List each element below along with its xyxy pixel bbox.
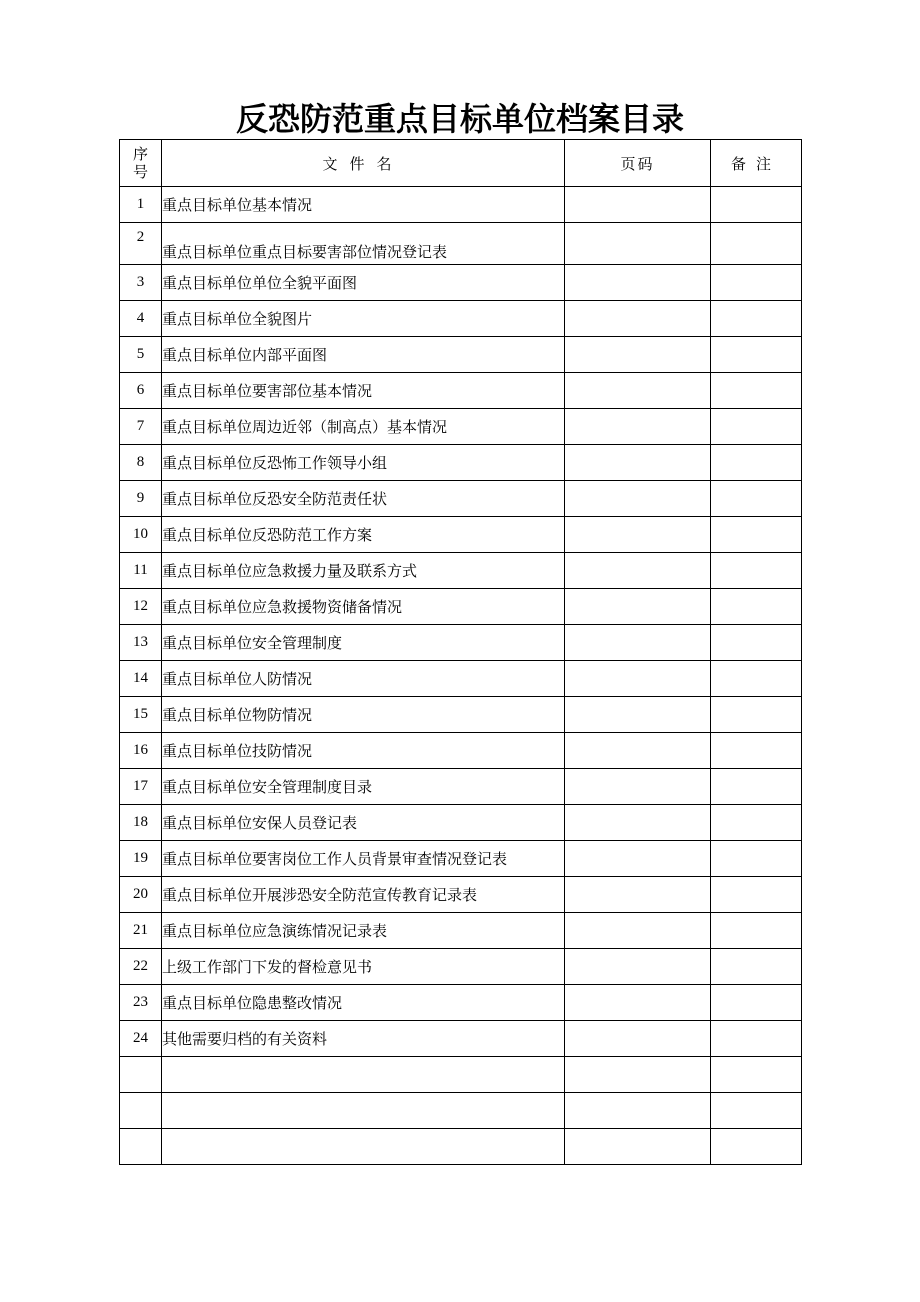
remarks-cell	[711, 553, 802, 589]
page-number-cell	[565, 409, 711, 445]
serial-number-cell: 4	[120, 301, 162, 337]
remarks-cell	[711, 733, 802, 769]
serial-number-cell: 5	[120, 337, 162, 373]
page-number-cell	[565, 1129, 711, 1165]
page-number-cell	[565, 661, 711, 697]
page-number-cell	[565, 949, 711, 985]
file-name-cell: 重点目标单位重点目标要害部位情况登记表	[162, 223, 565, 265]
table-row	[120, 301, 802, 337]
serial-number-cell: 2	[120, 223, 162, 265]
table-row	[120, 445, 802, 481]
header-serial-line2: 号	[132, 163, 148, 181]
table-row	[120, 805, 802, 841]
header-serial-number	[120, 140, 162, 187]
serial-number-cell: 21	[120, 913, 162, 949]
table-row	[120, 1021, 802, 1057]
page-number-cell	[565, 805, 711, 841]
table-row	[120, 949, 802, 985]
page-number-cell	[565, 913, 711, 949]
serial-number-cell: 15	[120, 697, 162, 733]
table-row	[120, 913, 802, 949]
catalog-table	[119, 139, 802, 1165]
table-row	[120, 1129, 802, 1165]
table-row	[120, 481, 802, 517]
page-number-cell	[565, 697, 711, 733]
page-number-cell	[565, 625, 711, 661]
file-name-cell: 重点目标单位内部平面图	[162, 337, 565, 373]
table-row	[120, 265, 802, 301]
page-number-cell	[565, 481, 711, 517]
file-name-cell: 重点目标单位要害岗位工作人员背景审查情况登记表	[162, 841, 565, 877]
remarks-cell	[711, 841, 802, 877]
file-name-cell: 重点目标单位物防情况	[162, 697, 565, 733]
remarks-cell	[711, 877, 802, 913]
file-name-cell: 其他需要归档的有关资料	[162, 1021, 565, 1057]
header-page-number: 页码	[565, 140, 711, 187]
table-row	[120, 661, 802, 697]
table-row	[120, 517, 802, 553]
file-name-cell: 重点目标单位隐患整改情况	[162, 985, 565, 1021]
page-number-cell	[565, 1057, 711, 1093]
page-number-cell	[565, 877, 711, 913]
serial-number-cell: 14	[120, 661, 162, 697]
file-name-cell	[162, 1057, 565, 1093]
serial-number-cell: 7	[120, 409, 162, 445]
serial-number-cell: 9	[120, 481, 162, 517]
table-row	[120, 553, 802, 589]
remarks-cell	[711, 1093, 802, 1129]
table-row	[120, 625, 802, 661]
header-remarks: 备注	[711, 140, 802, 187]
file-name-cell: 重点目标单位反恐怖工作领导小组	[162, 445, 565, 481]
table-row	[120, 985, 802, 1021]
table-row	[120, 697, 802, 733]
file-name-cell: 重点目标单位应急演练情况记录表	[162, 913, 565, 949]
page-number-cell	[565, 373, 711, 409]
file-name-cell: 重点目标单位要害部位基本情况	[162, 373, 565, 409]
remarks-cell	[711, 481, 802, 517]
page-number-cell	[565, 301, 711, 337]
page-number-cell	[565, 841, 711, 877]
serial-number-cell: 17	[120, 769, 162, 805]
file-name-cell: 重点目标单位应急救援物资储备情况	[162, 589, 565, 625]
remarks-cell	[711, 187, 802, 223]
page-number-cell	[565, 553, 711, 589]
table-header-row	[120, 140, 802, 187]
serial-number-cell	[120, 1093, 162, 1129]
serial-number-cell: 23	[120, 985, 162, 1021]
file-name-cell: 重点目标单位安全管理制度目录	[162, 769, 565, 805]
remarks-cell	[711, 265, 802, 301]
serial-number-cell: 10	[120, 517, 162, 553]
page-number-cell	[565, 589, 711, 625]
remarks-cell	[711, 1021, 802, 1057]
serial-number-cell: 3	[120, 265, 162, 301]
file-name-cell: 重点目标单位基本情况	[162, 187, 565, 223]
serial-number-cell: 19	[120, 841, 162, 877]
serial-number-cell: 12	[120, 589, 162, 625]
serial-number-cell: 24	[120, 1021, 162, 1057]
serial-number-cell: 22	[120, 949, 162, 985]
table-row	[120, 1093, 802, 1129]
serial-number-cell: 1	[120, 187, 162, 223]
table-row	[120, 373, 802, 409]
serial-number-cell: 20	[120, 877, 162, 913]
file-name-cell	[162, 1129, 565, 1165]
file-name-cell	[162, 1093, 565, 1129]
page-number-cell	[565, 733, 711, 769]
remarks-cell	[711, 949, 802, 985]
remarks-cell	[711, 1129, 802, 1165]
file-name-cell: 重点目标单位单位全貌平面图	[162, 265, 565, 301]
remarks-cell	[711, 445, 802, 481]
remarks-cell	[711, 517, 802, 553]
file-name-cell: 重点目标单位反恐防范工作方案	[162, 517, 565, 553]
file-name-cell: 重点目标单位应急救援力量及联系方式	[162, 553, 565, 589]
remarks-cell	[711, 625, 802, 661]
remarks-cell	[711, 697, 802, 733]
page-number-cell	[565, 517, 711, 553]
table-row	[120, 1057, 802, 1093]
file-name-cell: 重点目标单位安保人员登记表	[162, 805, 565, 841]
page-number-cell	[565, 445, 711, 481]
file-name-cell: 重点目标单位全貌图片	[162, 301, 565, 337]
table-row	[120, 841, 802, 877]
table-row	[120, 733, 802, 769]
table-row	[120, 337, 802, 373]
remarks-cell	[711, 661, 802, 697]
serial-number-cell: 16	[120, 733, 162, 769]
file-name-cell: 重点目标单位安全管理制度	[162, 625, 565, 661]
table-row	[120, 409, 802, 445]
file-name-cell: 重点目标单位反恐安全防范责任状	[162, 481, 565, 517]
header-file-name: 文件名	[162, 140, 565, 187]
remarks-cell	[711, 805, 802, 841]
table-row	[120, 769, 802, 805]
remarks-cell	[711, 769, 802, 805]
remarks-cell	[711, 373, 802, 409]
file-name-cell: 重点目标单位技防情况	[162, 733, 565, 769]
page-number-cell	[565, 985, 711, 1021]
table-row	[120, 187, 802, 223]
remarks-cell	[711, 913, 802, 949]
page-number-cell	[565, 1021, 711, 1057]
serial-number-cell	[120, 1129, 162, 1165]
page-number-cell	[565, 337, 711, 373]
page-number-cell	[565, 769, 711, 805]
page-number-cell	[565, 1093, 711, 1129]
file-name-cell: 重点目标单位周边近邻（制高点）基本情况	[162, 409, 565, 445]
header-serial-line1: 序	[132, 145, 148, 163]
serial-number-cell: 8	[120, 445, 162, 481]
serial-number-cell: 11	[120, 553, 162, 589]
file-name-cell: 上级工作部门下发的督检意见书	[162, 949, 565, 985]
remarks-cell	[711, 1057, 802, 1093]
remarks-cell	[711, 337, 802, 373]
remarks-cell	[711, 985, 802, 1021]
page-number-cell	[565, 223, 711, 265]
remarks-cell	[711, 223, 802, 265]
remarks-cell	[711, 589, 802, 625]
table-row	[120, 589, 802, 625]
serial-number-cell: 13	[120, 625, 162, 661]
serial-number-cell: 18	[120, 805, 162, 841]
table-row	[120, 223, 802, 265]
file-name-cell: 重点目标单位开展涉恐安全防范宣传教育记录表	[162, 877, 565, 913]
serial-number-cell	[120, 1057, 162, 1093]
serial-number-cell: 6	[120, 373, 162, 409]
page-title: 反恐防范重点目标单位档案目录	[235, 100, 684, 138]
page-number-cell	[565, 187, 711, 223]
page-number-cell	[565, 265, 711, 301]
remarks-cell	[711, 409, 802, 445]
file-name-cell: 重点目标单位人防情况	[162, 661, 565, 697]
remarks-cell	[711, 301, 802, 337]
table-row	[120, 877, 802, 913]
